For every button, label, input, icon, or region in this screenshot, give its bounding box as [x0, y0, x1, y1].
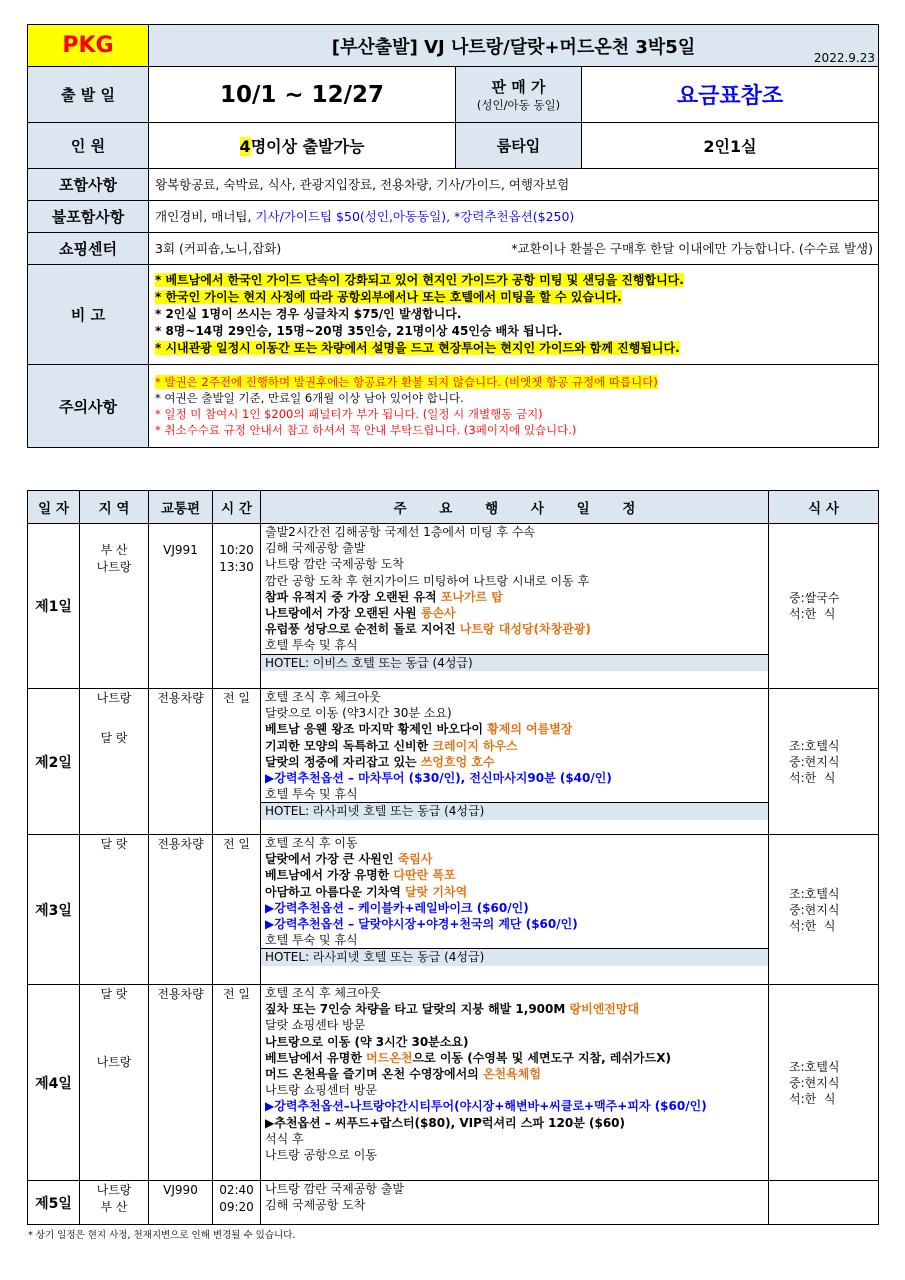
transport-cell — [149, 689, 213, 835]
day-label: 제1일 — [28, 524, 80, 689]
schedule-line — [265, 985, 768, 1001]
schedule-line — [265, 900, 768, 916]
meal-line: 석:한 식 — [789, 918, 836, 933]
line-text: 달랏에서 가장 큰 사원인 — [265, 852, 398, 867]
include-value: 왕복항공료, 숙박료, 식사, 관광지입장료, 전용차량, 기사/가이드, 여행자보험 — [149, 169, 879, 201]
header-time: 시 간 — [213, 491, 261, 524]
room-label: 룸타입 — [456, 123, 582, 169]
time-line: 10:20 — [219, 543, 254, 557]
line-text: 나트랑 공항으로 이동 — [265, 1148, 377, 1163]
hotel-line: HOTEL: 라사피넷 호텔 또는 동급 (4성급) — [261, 802, 768, 819]
remark-value — [149, 265, 879, 365]
include-label: 포함사항 — [28, 169, 149, 201]
transport-cell — [149, 524, 213, 689]
price-label-text: 판 매 가 — [491, 78, 546, 96]
line-text: 베트남 응웬 왕조 마지막 황제인 바오다이 — [265, 722, 488, 737]
header-day: 일 자 — [28, 491, 80, 524]
meal-line: 중:현지식 — [789, 754, 840, 769]
attraction-name: 죽림사 — [397, 852, 433, 867]
people-value — [149, 123, 456, 169]
line-text: 호텔 조식 후 이동 — [265, 836, 358, 850]
attraction-name: 황제의 여름별장 — [487, 722, 573, 737]
line-text: 유럽풍 성당으로 순전히 돌로 지어진 — [265, 622, 460, 637]
option-text: ▶강력추천옵션 – 케이블카+레일바이크 ($60/인) — [265, 900, 529, 915]
schedule-line — [265, 705, 768, 721]
time-line: 전 일 — [223, 837, 250, 851]
meal-line: 석:한 식 — [789, 1091, 836, 1106]
line-text: 호텔 투숙 및 휴식 — [265, 638, 358, 653]
meal-cell — [769, 985, 879, 1181]
time-line: 09:20 — [219, 1200, 254, 1214]
attraction-name: 쓰엉흐엉 호수 — [420, 754, 495, 769]
meal-line: 조:호텔식 — [789, 886, 840, 901]
line-text: 석식 후 — [265, 1131, 304, 1146]
attraction-name: 머드온천 — [366, 1050, 413, 1065]
region-line — [80, 710, 148, 730]
schedule-line — [265, 1001, 768, 1017]
price-label — [456, 67, 582, 123]
time-cell — [213, 985, 261, 1181]
line-text: 김해 국제공항 도착 — [265, 1198, 366, 1213]
day-row — [28, 1181, 879, 1225]
price-value: 요금표참조 — [582, 67, 879, 123]
schedule-cell — [261, 524, 769, 689]
title-text: [부산출발] VJ 나트랑/달랏+머드온천 3박5일 — [331, 36, 696, 58]
schedule-cell — [261, 689, 769, 835]
shop-note: *교환이나 환불은 구매후 한달 이내에만 가능합니다. (수수료 발생) — [511, 241, 873, 256]
schedule-line — [265, 1197, 768, 1213]
transport-line: VJ990 — [163, 1183, 198, 1197]
line-text: 깜란 공항 도착 후 현지가이드 미팅하여 나트랑 시내로 이동 후 — [265, 573, 590, 588]
line-text: 나트랑 깜란 국제공항 출발 — [265, 1182, 404, 1196]
info-table — [27, 24, 879, 448]
option-text: ▶강력추천옵션 – 마차투어 ($30/인), 전신마사지90분 ($40/인) — [265, 771, 612, 786]
hotel-line: HOTEL: 라사피넷 호텔 또는 동급 (4성급) — [261, 948, 768, 965]
region-line: 부 산 — [100, 1200, 128, 1214]
time-line: 13:30 — [219, 560, 254, 574]
region-line: 달 랏 — [100, 731, 128, 745]
meal-line: 석:한 식 — [789, 770, 836, 785]
remark-line: * 베트남에서 한국인 가이드 단속이 강화되고 있어 현지인 가이드가 공항 미팅 및 샌딩을 진행합니다. — [155, 273, 684, 287]
attraction-name: 온천욕체험 — [482, 1067, 541, 1082]
schedule-line — [265, 1066, 768, 1082]
page-title — [149, 25, 879, 67]
transport-cell — [149, 985, 213, 1181]
line-text: 호텔 투숙 및 휴식 — [265, 787, 358, 802]
option-text: ▶강력추천옵션 – 달랏야시장+야경+천국의 계단 ($60/인) — [265, 917, 578, 932]
line-text: 으로 이동 (수영복 및 세면도구 지참, 레쉬가드X) — [412, 1050, 671, 1065]
exclude-value — [149, 201, 879, 233]
room-value: 2인1실 — [582, 123, 879, 169]
region-cell — [80, 1181, 149, 1225]
exclude-tip: 기사/가이드팁 $50(성인,아동동일), *강력추천옵션($250) — [255, 208, 575, 224]
people-text: 명이상 출발가능 — [250, 137, 365, 156]
schedule-line — [265, 916, 768, 932]
line-text: 김해 국제공항 출발 — [265, 541, 366, 556]
line-text: 호텔 조식 후 체크아웃 — [265, 690, 381, 704]
attraction-name: 다딴란 폭포 — [393, 868, 456, 883]
region-line: 나트랑 — [96, 1055, 132, 1069]
transport-line — [149, 525, 212, 542]
transport-line: VJ991 — [163, 543, 198, 557]
time-line: 전 일 — [223, 691, 250, 705]
time-line: 전 일 — [223, 987, 250, 1001]
attraction-name: 크레이지 하우스 — [432, 738, 518, 753]
region-line: 나트랑 — [96, 560, 132, 574]
price-label-sub: (성인/아동 동일) — [476, 98, 561, 112]
remark-line: * 2인실 1명이 쓰시는 경우 싱글차지 $75/인 발생합니다. — [155, 307, 462, 321]
line-text: 달랏으로 이동 (약3시간 30분 소요) — [265, 706, 452, 721]
day-label: 제4일 — [28, 985, 80, 1181]
transport-line: 전용차량 — [157, 837, 204, 851]
region-line: 나트랑 — [96, 691, 132, 705]
pkg-label: PKG — [28, 25, 149, 67]
time-cell — [213, 524, 261, 689]
schedule-line — [265, 573, 768, 589]
transport-line: 전용차량 — [157, 691, 204, 705]
notice-line: * 일정 미 참여시 1인 $200의 패널티가 부가 됩니다. (일정 시 개별행동 금지) — [155, 407, 543, 421]
line-text: 짚차 또는 7인승 차량을 타고 달랏의 지붕 해발 1,900M — [265, 1002, 570, 1017]
day-row — [28, 985, 879, 1181]
transport-cell — [149, 1181, 213, 1225]
notice-value — [149, 365, 879, 448]
region-line — [80, 525, 148, 542]
schedule-line — [265, 1131, 768, 1147]
region-cell — [80, 524, 149, 689]
meal-line: 조:호텔식 — [789, 738, 840, 753]
remark-label: 비 고 — [28, 265, 149, 365]
attraction-name: 달랏 기차역 — [405, 884, 468, 899]
header-transport: 교통편 — [149, 491, 213, 524]
meal-line: 중:현지식 — [789, 1075, 840, 1090]
attraction-name: 롱손사 — [420, 606, 456, 621]
schedule-body — [28, 524, 879, 1225]
people-num: 4 — [239, 137, 251, 156]
region-line: 달 랏 — [100, 987, 128, 1001]
transport-cell — [149, 835, 213, 985]
schedule-line — [265, 589, 768, 605]
schedule-line — [265, 1034, 768, 1050]
line-text: 아담하고 아름다운 기차역 — [265, 884, 406, 899]
schedule-line — [265, 1181, 768, 1197]
line-text: 베트남에서 유명한 — [265, 1050, 367, 1065]
exclude-label: 불포함사항 — [28, 201, 149, 233]
line-text: 나트랑에서 가장 오랜된 사원 — [265, 606, 421, 621]
region-line — [80, 1020, 148, 1037]
schedule-line — [265, 1147, 768, 1163]
line-text: ▶추천옵션 – 씨푸드+랍스터($80), VIP럭셔리 스파 120분 ($60) — [265, 1115, 626, 1130]
remark-line: * 한국인 가이는 현지 사정에 따라 공항외부에서나 또는 호텔에서 미팅을 할 수 있습니다. — [155, 290, 622, 304]
line-text: 출발2시간전 김해공항 국제선 1층에서 미팅 후 수속 — [265, 525, 535, 539]
line-text: 머드 온천욕을 즐기며 온천 수영장에서의 — [265, 1067, 483, 1082]
region-cell — [80, 689, 149, 835]
people-label: 인 원 — [28, 123, 149, 169]
notice-line: * 발권은 2주전에 진행하며 발권후에는 항공료가 환불 되지 않습니다. (비엣젯 항공 규정에 따릅니다) — [155, 375, 658, 389]
time-line: 02:40 — [219, 1183, 254, 1197]
line-text: 나트랑 깜란 국제공항 도착 — [265, 557, 404, 572]
region-cell — [80, 835, 149, 985]
line-text: 참파 유적지 중 가장 오랜된 유적 — [265, 589, 441, 604]
region-line: 부 산 — [100, 543, 128, 557]
region-line — [80, 1037, 148, 1054]
remark-line: * 8명~14명 29인승, 15명~20명 35인승, 21명이상 45인승 배차 됩니다. — [155, 324, 563, 338]
schedule-line — [265, 1017, 768, 1033]
meal-line: 중:현지식 — [789, 902, 840, 917]
schedule-cell — [261, 1181, 769, 1225]
schedule-line — [265, 540, 768, 556]
line-text: 나트랑으로 이동 (약 3시간 30분소요) — [265, 1034, 469, 1049]
shop-label: 쇼핑센터 — [28, 233, 149, 265]
header-schedule: 주 요 행 사 일 정 — [261, 491, 769, 524]
schedule-line — [265, 932, 768, 948]
remark-line: * 시내관광 일정시 이동간 또는 차량에서 설명을 드고 현장투어는 현지인 가이드와 함께 진행됩니다. — [155, 341, 680, 355]
region-line: 달 랏 — [100, 837, 128, 851]
line-text: 베트남에서 가장 유명한 — [265, 868, 394, 883]
schedule-line — [265, 556, 768, 572]
line-text: 달랏 쇼핑센타 방문 — [265, 1018, 366, 1033]
notice-line: * 여권은 출발일 기준, 만료일 6개월 이상 남아 있어야 합니다. — [155, 391, 464, 405]
exclude-text: 개인경비, 매너팁, — [155, 208, 256, 224]
time-line — [213, 525, 260, 542]
meal-cell — [769, 689, 879, 835]
line-text: 나트랑 쇼핑센터 방문 — [265, 1083, 377, 1098]
doc-date: 2022.9.23 — [813, 51, 875, 65]
time-cell — [213, 1181, 261, 1225]
depart-value: 10/1 ~ 12/27 — [149, 67, 456, 123]
schedule-line — [265, 524, 768, 540]
line-text: 기괴한 모양의 독특하고 신비한 — [265, 738, 433, 753]
meal-cell — [769, 1181, 879, 1225]
region-cell — [80, 985, 149, 1181]
schedule-line — [265, 754, 768, 770]
schedule-table — [27, 490, 879, 1225]
schedule-line — [265, 1115, 768, 1131]
line-text: 호텔 투숙 및 휴식 — [265, 933, 358, 948]
schedule-line — [265, 1098, 768, 1114]
meal-line: 석:한 식 — [789, 607, 836, 621]
schedule-line — [265, 786, 768, 802]
schedule-line — [265, 621, 768, 637]
shop-value — [149, 233, 879, 265]
schedule-cell — [261, 985, 769, 1181]
transport-line: 전용차량 — [157, 987, 204, 1001]
shop-text: 3회 (커피숍,노니,잡화) — [155, 240, 282, 256]
meal-cell — [769, 835, 879, 985]
region-line — [80, 1003, 148, 1020]
schedule-line — [265, 770, 768, 786]
schedule-line — [265, 721, 768, 737]
schedule-line — [265, 1082, 768, 1098]
time-cell — [213, 835, 261, 985]
schedule-line — [265, 884, 768, 900]
time-cell — [213, 689, 261, 835]
region-line: 나트랑 — [96, 1183, 132, 1197]
day-row — [28, 689, 879, 835]
day-label: 제5일 — [28, 1181, 80, 1225]
schedule-cell — [261, 835, 769, 985]
meal-cell — [769, 524, 879, 689]
schedule-line — [265, 637, 768, 653]
schedule-line — [265, 1050, 768, 1066]
line-text: 호텔 조식 후 체크아웃 — [265, 986, 381, 1000]
day-label: 제3일 — [28, 835, 80, 985]
schedule-line — [265, 867, 768, 883]
schedule-line — [265, 851, 768, 867]
line-text: 달랏의 정중에 자리잡고 있는 — [265, 754, 421, 769]
header-meal: 식 사 — [769, 491, 879, 524]
header-region: 지 역 — [80, 491, 149, 524]
meal-line: 중:쌀국수 — [789, 591, 840, 605]
attraction-name: 포나가르 탑 — [440, 589, 503, 604]
notice-line: * 취소수수료 규정 안내서 참고 하셔서 꼭 안내 부탁드립니다. (3페이지에 있습니다.) — [155, 423, 577, 437]
schedule-line — [265, 689, 768, 705]
depart-label: 출 발 일 — [28, 67, 149, 123]
day-label: 제2일 — [28, 689, 80, 835]
day-row — [28, 835, 879, 985]
hotel-line: HOTEL: 이비스 호텔 또는 동급 (4성급) — [261, 654, 768, 671]
meal-line: 조:호텔식 — [789, 1059, 840, 1074]
footer-note: * 상기 일정은 현지 사정, 천재지변으로 인해 변경될 수 있습니다. — [28, 1230, 296, 1241]
schedule-line — [265, 605, 768, 621]
schedule-line — [265, 835, 768, 851]
attraction-name: 나트랑 대성당(차창관광) — [459, 622, 591, 637]
notice-label: 주의사항 — [28, 365, 149, 448]
option-text: ▶강력추천옵션–나트랑야간시티투어(야시장+해변바+씨클로+맥주+피자 ($60/인) — [265, 1099, 707, 1114]
day-row — [28, 524, 879, 689]
attraction-name: 랑비엔전망대 — [569, 1002, 640, 1017]
schedule-line — [265, 738, 768, 754]
